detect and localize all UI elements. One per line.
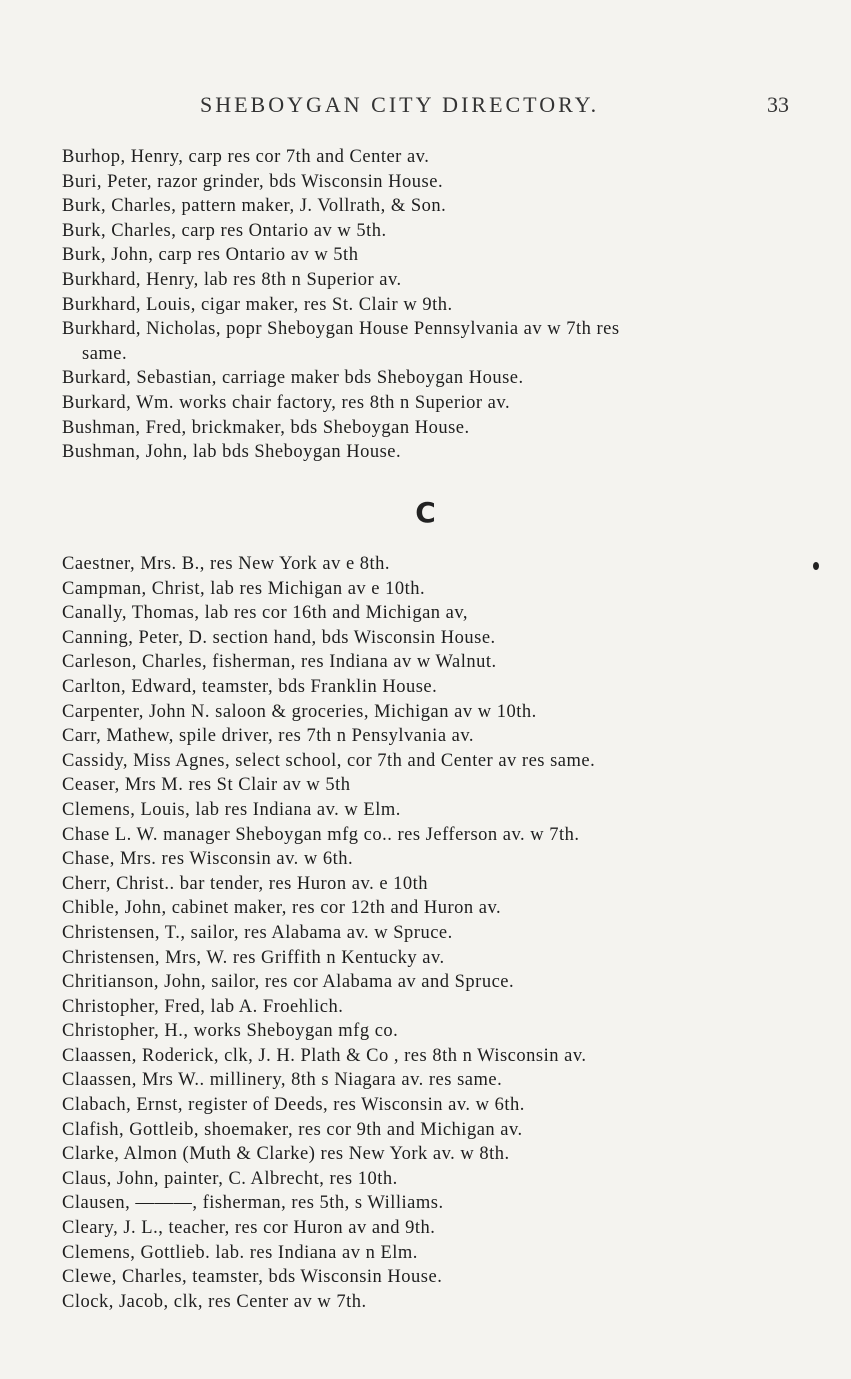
directory-entry: Clausen, ———, fisherman, res 5th, s Williams. [62,1193,444,1214]
directory-entry: Claassen, Mrs W.. millinery, 8th s Niagara av. res same. [62,1070,503,1091]
directory-entry: Bushman, John, lab bds Sheboygan House. [62,442,402,463]
directory-entry: Burhop, Henry, carp res cor 7th and Center av. [62,147,430,167]
directory-entry: Chible, John, cabinet maker, res cor 12th and Huron av. [62,898,502,919]
directory-entry-continuation: same. [82,343,128,364]
directory-entry: Campman, Christ, lab res Michigan av e 10th. [62,578,426,599]
directory-entry: Canally, Thomas, lab res cor 16th and Michigan av, [62,603,469,624]
directory-entry: Claassen, Roderick, clk, J. H. Plath & Co , res 8th n Wisconsin av. [62,1045,587,1066]
entries-section-c [62,552,802,1314]
directory-entry: Clafish, Gottleib, shoemaker, res cor 9th and Michigan av. [62,1119,523,1140]
directory-entry: Burkhard, Nicholas, popr Sheboygan House Pennsylvania av w 7th res [62,319,620,340]
directory-entry: Burkhard, Henry, lab res 8th n Superior av. [62,269,402,290]
directory-entry: Carpenter, John N. saloon & groceries, Michigan av w 10th. [62,701,537,722]
section-letter-heading: C [415,496,436,529]
page-number: 33 [767,92,789,117]
directory-entry: Claus, John, painter, C. Albrecht, res 10th. [62,1168,398,1189]
margin-ink-dot [813,562,819,570]
directory-entry: Burkard, Sebastian, carriage maker bds Sheboygan House. [62,368,524,389]
directory-entry: Carr, Mathew, spile driver, res 7th n Pensylvania av. [62,726,475,747]
directory-entry: Christensen, T., sailor, res Alabama av. w Spruce. [62,922,453,943]
directory-entry: Burk, Charles, pattern maker, J. Vollrath, & Son. [62,196,447,217]
directory-entry: Burkard, Wm. works chair factory, res 8th n Superior av. [62,392,511,413]
directory-entry: Clemens, Gottlieb. lab. res Indiana av n Elm. [62,1242,418,1263]
directory-entry: Burk, John, carp res Ontario av w 5th [62,245,359,266]
directory-entry: Burkhard, Louis, cigar maker, res St. Clair w 9th. [62,294,453,315]
directory-entry: Clarke, Almon (Muth & Clarke) res New York av. w 8th. [62,1144,510,1165]
directory-entry: Chase L. W. manager Sheboygan mfg co.. res Jefferson av. w 7th. [62,824,580,845]
directory-entry: Christopher, Fred, lab A. Froehlich. [62,996,344,1017]
directory-entry: Bushman, Fred, brickmaker, bds Sheboygan House. [62,417,470,438]
directory-entry: Cherr, Christ.. bar tender, res Huron av. e 10th [62,873,429,894]
directory-entry: Christensen, Mrs, W. res Griffith n Kentucky av. [62,947,445,968]
directory-entry: Canning, Peter, D. section hand, bds Wisconsin House. [62,627,496,648]
page-title: SHEBOYGAN CITY DIRECTORY. [200,92,600,117]
entries-section-b [62,145,802,465]
directory-entry: Buri, Peter, razor grinder, bds Wisconsin House. [62,171,444,192]
directory-entry: Clemens, Louis, lab res Indiana av. w Elm. [62,799,401,820]
directory-entry: Clewe, Charles, teamster, bds Wisconsin House. [62,1267,443,1288]
directory-entry: Christopher, H., works Sheboygan mfg co. [62,1021,399,1042]
directory-entry: Clabach, Ernst, register of Deeds, res Wisconsin av. w 6th. [62,1095,525,1116]
directory-entry: Chase, Mrs. res Wisconsin av. w 6th. [62,849,354,870]
directory-entry: Carleson, Charles, fisherman, res Indiana av w Walnut. [62,652,497,673]
directory-entry: Burk, Charles, carp res Ontario av w 5th. [62,220,387,241]
directory-entry: Cassidy, Miss Agnes, select school, cor 7th and Center av res same. [62,750,596,771]
directory-entry: Carlton, Edward, teamster, bds Franklin House. [62,676,438,697]
directory-entry: Caestner, Mrs. B., res New York av e 8th. [62,554,391,574]
directory-entry: Ceaser, Mrs M. res St Clair av w 5th [62,775,351,796]
running-head [0,92,851,122]
directory-entry: Chritianson, John, sailor, res cor Alabama av and Spruce. [62,972,515,993]
directory-entry: Clock, Jacob, clk, res Center av w 7th. [62,1291,367,1312]
directory-entry: Cleary, J. L., teacher, res cor Huron av and 9th. [62,1218,436,1239]
